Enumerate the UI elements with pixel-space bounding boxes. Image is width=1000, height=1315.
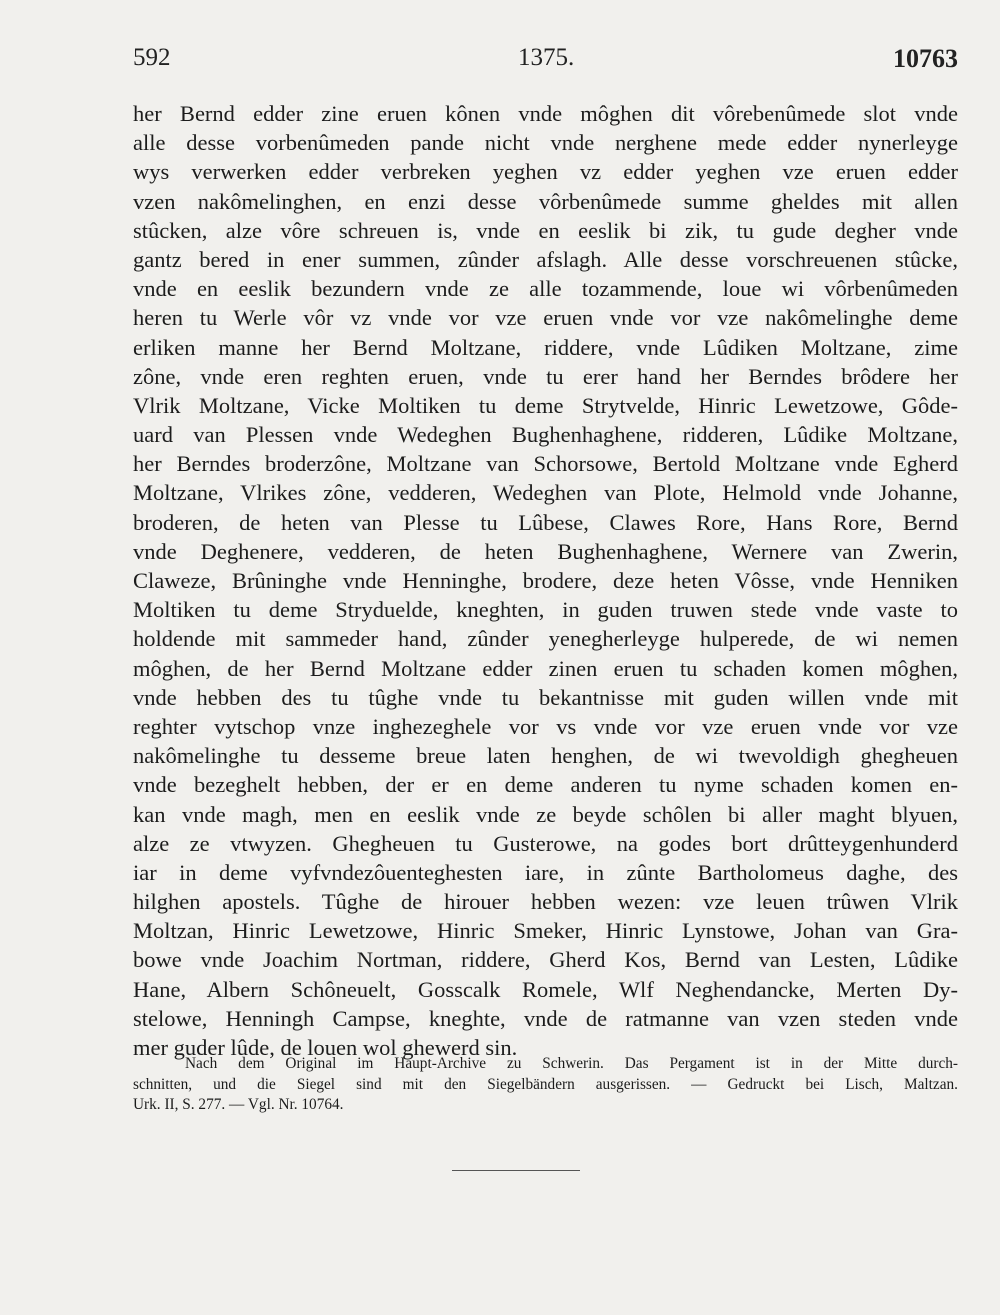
text-line: iar in deme vyfvndezôuenteghesten iare, in zûnte Bartholomeus daghe, des	[133, 859, 958, 885]
text-line: hilghen apostels. Tûghe de hirouer hebben wezen: vze leuen trûwen Vlrik	[133, 889, 958, 915]
document-number: 10763	[893, 44, 958, 73]
text-line: mer guder lûde, de louen wol ghewerd sin.	[133, 1035, 518, 1060]
note-line: Urk. II, S. 277. — Vgl. Nr. 10764.	[133, 1096, 344, 1113]
text-line: alle desse vorbenûmeden pande nicht vnde nerghene mede edder nynerleyge	[133, 130, 958, 156]
text-line: broderen, de heten van Plesse tu Lûbese, Clawes Rore, Hans Rore, Bernd	[133, 509, 958, 535]
section-divider	[452, 1170, 580, 1171]
source-note	[133, 1054, 958, 1116]
text-line: Hane, Albern Schôneuelt, Gosscalk Romele, Wlf Neghendancke, Merten Dy-	[133, 976, 958, 1002]
text-line: heren tu Werle vôr vz vnde vor vze eruen vnde vor vze nakômelinghe deme	[133, 305, 958, 331]
text-line: gantz bered in ener summen, zûnder afslagh. Alle desse vorschreuenen stûcke,	[133, 246, 958, 272]
note-line: schnitten, und die Siegel sind mit den Siegelbändern ausgerissen. — Gedruckt bei Lisch, Maltzan.	[133, 1075, 958, 1093]
text-line: stelowe, Henningh Campse, kneghte, vnde de ratmanne van vzen steden vnde	[133, 1005, 958, 1031]
page-number: 592	[133, 44, 171, 71]
text-line: reghter vytschop vnze inghezeghele vor vs vnde vor vze eruen vnde vor vze	[133, 713, 958, 739]
running-year: 1375.	[518, 44, 575, 71]
charter-text	[133, 99, 958, 1062]
text-line: vnde Deghenere, vedderen, de heten Bughenhaghene, Wernere van Zwerin,	[133, 538, 958, 564]
text-line: vzen nakômelinghen, en enzi desse vôrbenûmede summe gheldes mit allen	[133, 188, 958, 214]
text-line: nakômelinghe tu desseme breue laten henghen, de wi twevoldigh ghegheuen	[133, 743, 958, 769]
text-line: Moltzan, Hinric Lewetzowe, Hinric Smeker, Hinric Lynstowe, Johan van Gra-	[133, 918, 958, 944]
text-line: her Berndes broderzône, Moltzane van Schorsowe, Bertold Moltzane vnde Egherd	[133, 451, 958, 477]
text-line: Claweze, Brûninghe vnde Henninghe, brodere, deze heten Vôsse, vnde Henniken	[133, 568, 958, 593]
text-line: vnde en eeslik bezundern vnde ze alle tozammende, loue wi vôrbenûmeden	[133, 276, 958, 302]
note-line: Nach dem Original im Haupt-Archive zu Schwerin. Das Pergament ist in der Mitte durch-	[185, 1055, 958, 1072]
text-line: vnde hebben des tu tûghe vnde tu bekantnisse mit guden willen vnde mit	[133, 684, 958, 710]
text-line: her Bernd edder zine eruen kônen vnde môghen dit vôrebenûmede slot vnde	[133, 101, 958, 126]
text-line: bowe vnde Joachim Nortman, riddere, Gherd Kos, Bernd van Lesten, Lûdike	[133, 947, 958, 973]
text-line: môghen, de her Bernd Moltzane edder zinen eruen tu schaden komen môghen,	[133, 655, 958, 681]
text-line: Vlrik Moltzane, Vicke Moltiken tu deme Strytvelde, Hinric Lewetzowe, Gôde-	[133, 392, 958, 418]
text-line: alze ze vtwyzen. Ghegheuen tu Gusterowe, na godes bort drûtteygenhunderd	[133, 830, 958, 856]
text-line: Moltzane, Vlrikes zône, vedderen, Wedeghen van Plote, Helmold vnde Johanne,	[133, 480, 958, 506]
text-line: kan vnde magh, men en eeslik vnde ze beyde schôlen bi aller maght blyuen,	[133, 801, 958, 827]
text-line: uard van Plessen vnde Wedeghen Bughenhaghene, ridderen, Lûdike Moltzane,	[133, 422, 958, 448]
text-line: stûcken, alze vôre schreuen is, vnde en eeslik bi zik, tu gude degher vnde	[133, 217, 958, 243]
text-line: erliken manne her Bernd Moltzane, riddere, vnde Lûdiken Moltzane, zime	[133, 334, 958, 360]
text-line: Moltiken tu deme Stryduelde, kneghten, in guden truwen stede vnde vaste to	[133, 597, 958, 623]
text-line: holdende mit sammeder hand, zûnder yenegherleyge hulperede, de wi nemen	[133, 626, 958, 652]
text-line: wys verwerken edder verbreken yeghen vz edder yeghen vze eruen edder	[133, 159, 958, 185]
text-line: zône, vnde eren reghten eruen, vnde tu erer hand her Berndes brôdere her	[133, 363, 958, 389]
text-line: vnde bezeghelt hebben, der er en deme anderen tu nyme schaden komen en-	[133, 772, 958, 798]
